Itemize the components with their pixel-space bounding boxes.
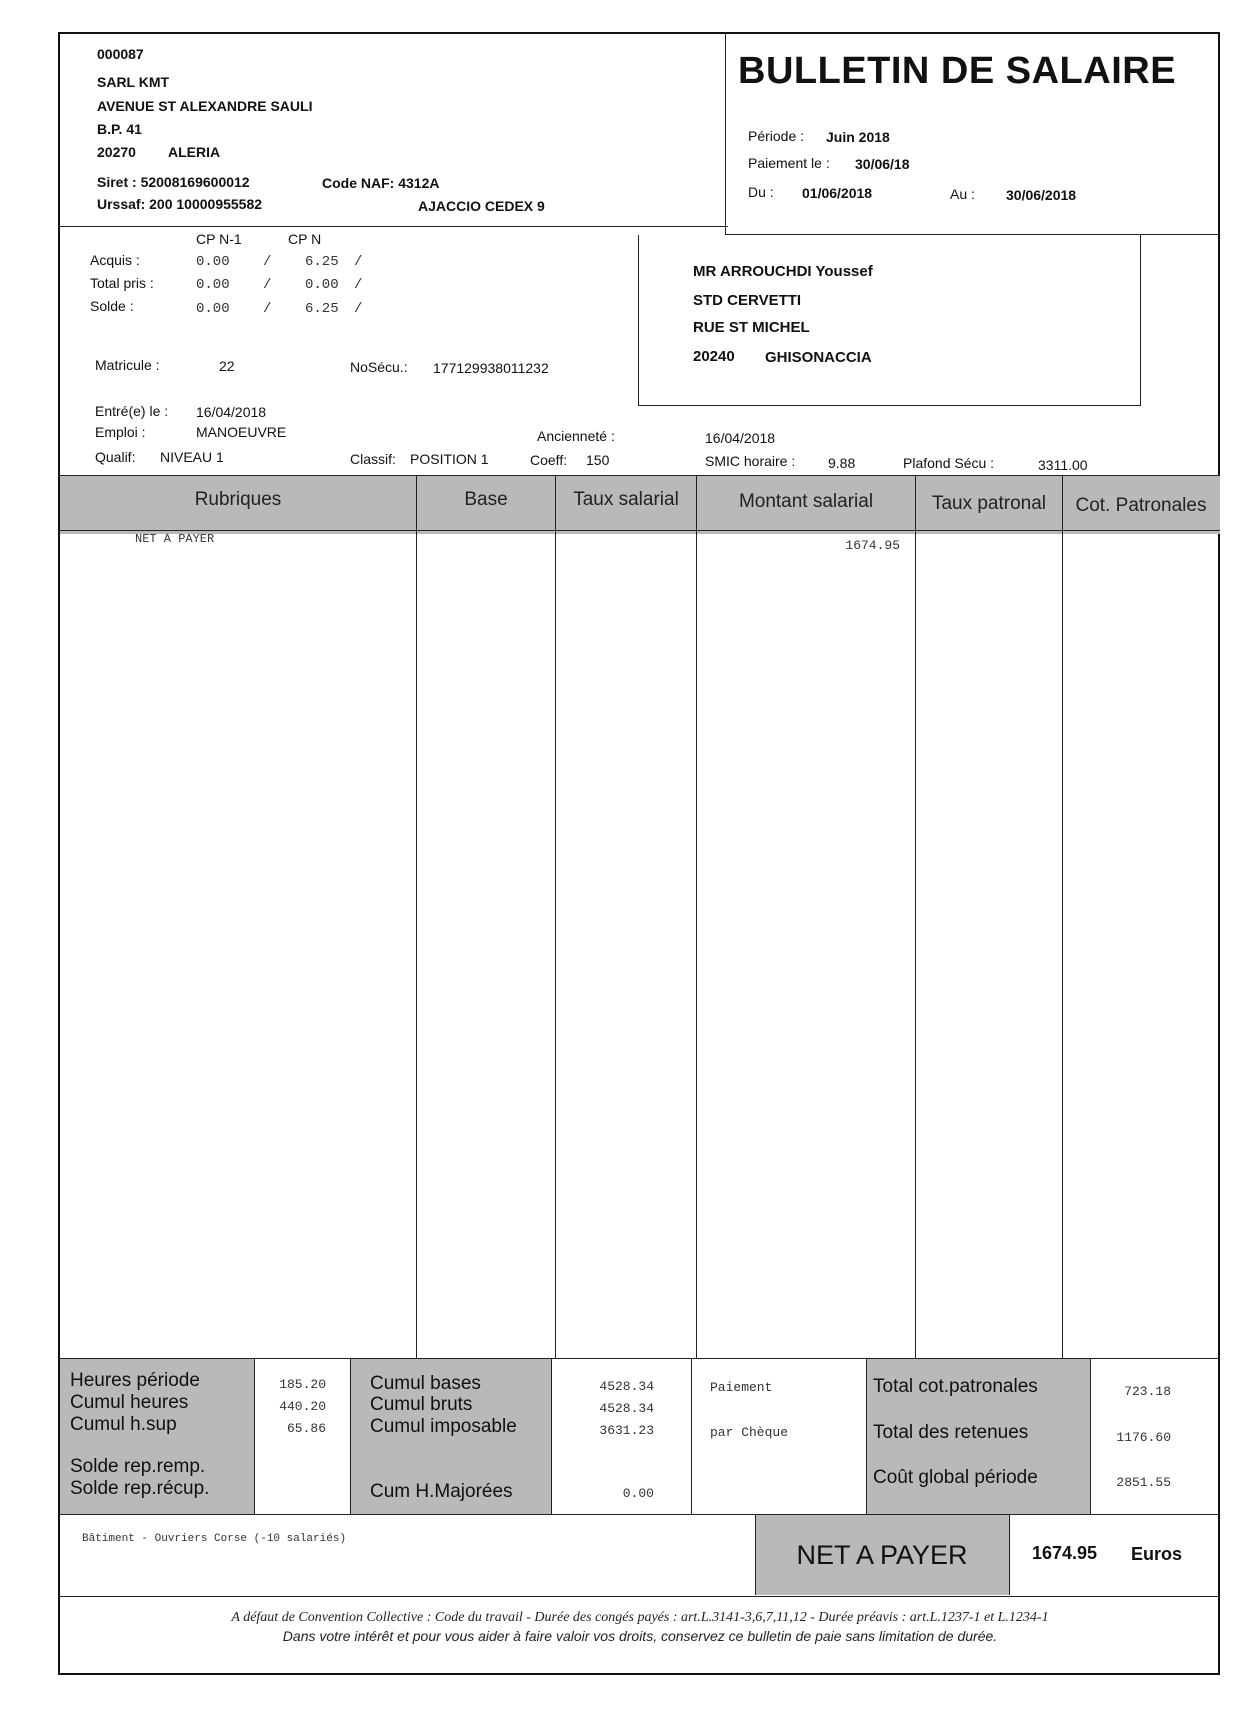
cumul-bases-value: 4528.34 <box>599 1379 654 1394</box>
summary-divider <box>551 1359 552 1514</box>
au-label: Au : <box>950 186 975 202</box>
naf-value: 4312A <box>398 175 440 191</box>
smic-label: SMIC horaire : <box>705 453 796 469</box>
total-retenues-value: 1176.60 <box>1116 1430 1171 1445</box>
summary-divider <box>1090 1359 1091 1514</box>
column-divider <box>1062 476 1063 1359</box>
convention-collective: Bâtiment - Ouvriers Corse (-10 salariés) <box>82 1533 347 1545</box>
cp-n-header: CP N <box>288 231 322 247</box>
emploi-label: Emploi : <box>95 424 146 440</box>
smic-value: 9.88 <box>828 455 856 471</box>
matricule-value: 22 <box>219 358 235 374</box>
cp-n1-value: 0.00 <box>196 277 230 293</box>
naf-field <box>322 175 439 191</box>
employee-address2: RUE ST MICHEL <box>693 319 810 336</box>
total-retenues-label: Total des retenues <box>873 1422 1029 1443</box>
paiement-label: Paiement le : <box>748 155 830 171</box>
column-header-cot-patronales: Cot. Patronales <box>1075 495 1207 516</box>
employer-address1: AVENUE ST ALEXANDRE SAULI <box>97 98 313 114</box>
cumul-heures-value: 440.20 <box>279 1399 326 1414</box>
cp-row-label: Acquis : <box>90 252 140 268</box>
cp-sep: / <box>354 254 363 270</box>
cp-sep: / <box>263 301 272 317</box>
classif-value: POSITION 1 <box>410 451 489 467</box>
row-montant-salarial: 1674.95 <box>845 538 900 553</box>
cumul-bases-label: Cumul bases <box>370 1373 481 1394</box>
net-a-payer-value: 1674.95 <box>1032 1543 1098 1563</box>
qualif-label: Qualif: <box>95 449 136 465</box>
cp-row-label: Total pris : <box>90 275 154 291</box>
cp-sep: / <box>263 254 272 270</box>
employer-postcode: 20270 <box>97 144 136 160</box>
heures-periode-value: 185.20 <box>279 1377 326 1392</box>
summary-divider <box>866 1359 867 1514</box>
employer-address2: B.P. 41 <box>97 121 142 137</box>
net-divider <box>1009 1515 1010 1595</box>
cumul-heures-label: Cumul heures <box>70 1392 189 1413</box>
cout-global-label: Coût global période <box>873 1467 1038 1488</box>
cp-n1-header: CP N-1 <box>196 231 242 247</box>
footer-top-border <box>58 1596 1220 1597</box>
plafond-value: 3311.00 <box>1038 457 1088 473</box>
header-bottom-left <box>58 226 728 227</box>
cumul-imposable-value: 3631.23 <box>599 1423 654 1438</box>
urssaf-field <box>97 196 262 212</box>
plafond-label: Plafond Sécu : <box>903 455 995 471</box>
au-value: 30/06/2018 <box>1006 187 1077 203</box>
entree-label: Entré(e) le : <box>95 403 169 419</box>
qualif-value: NIVEAU 1 <box>160 449 224 465</box>
periode-label: Période : <box>748 128 805 144</box>
nosecu-label: NoSécu.: <box>350 359 408 375</box>
net-a-payer-label: NET A PAYER <box>796 1539 968 1570</box>
paiement-value: 30/06/18 <box>855 156 910 172</box>
matricule-label: Matricule : <box>95 357 160 373</box>
entree-value: 16/04/2018 <box>196 404 267 420</box>
column-header-montant-salarial: Montant salarial <box>738 491 874 512</box>
summary-divider <box>254 1359 255 1514</box>
du-value: 01/06/2018 <box>802 185 873 201</box>
total-cot-patronales-value: 723.18 <box>1124 1384 1171 1399</box>
currency-label: Euros <box>1131 1544 1183 1564</box>
siret-label: Siret : <box>97 174 137 190</box>
coeff-value: 150 <box>586 452 610 468</box>
solde-rep-recup-label: Solde rep.récup. <box>70 1478 210 1499</box>
du-label: Du : <box>748 184 774 200</box>
summary-divider <box>691 1359 692 1514</box>
column-header-base: Base <box>464 489 508 510</box>
urssaf-label: Urssaf: <box>97 196 146 212</box>
column-divider <box>416 476 417 1359</box>
employer-code: 000087 <box>97 46 144 62</box>
employer-city: ALERIA <box>168 144 221 160</box>
document-title: BULLETIN DE SALAIRE <box>738 50 1177 92</box>
cumul-hsup-label: Cumul h.sup <box>70 1414 177 1435</box>
cp-sep: / <box>354 277 363 293</box>
cumul-bruts-label: Cumul bruts <box>370 1394 473 1415</box>
urssaf-city: AJACCIO CEDEX 9 <box>418 198 545 214</box>
column-divider <box>696 476 697 1359</box>
header-divider <box>725 32 726 234</box>
legal-notice-conservation: Dans votre intérêt et pour vous aider à faire valoir vos droits, conservez ce bulletin de paie sans limitation de durée. <box>282 1628 998 1644</box>
cum-hmajorees-value: 0.00 <box>622 1486 654 1501</box>
siret-value: 52008169600012 <box>140 174 250 190</box>
cp-n-value: 0.00 <box>305 277 339 293</box>
cp-sep: / <box>354 301 363 317</box>
cumul-hsup-value: 65.86 <box>286 1421 326 1436</box>
cp-sep: / <box>263 277 272 293</box>
cum-hmajorees-label: Cum H.Majorées <box>370 1481 513 1502</box>
urssaf-value: 200 10000955582 <box>149 196 263 212</box>
employee-postcode: 20240 <box>693 348 735 365</box>
siret-field <box>97 174 250 190</box>
legal-notice-convention: A défaut de Convention Collective : Code du travail - Durée des congés payés : art.L.3141-3,6,7,11,12 - Durée préavis : art.L.1237-1 et L.1234-1 <box>231 1610 1049 1625</box>
anciennete-value: 16/04/2018 <box>705 430 776 446</box>
column-divider <box>915 476 916 1359</box>
classif-label: Classif: <box>350 451 396 467</box>
cp-n-value: 6.25 <box>305 301 339 317</box>
column-header-taux-salarial: Taux salarial <box>573 489 679 510</box>
employee-address1: STD CERVETTI <box>693 292 802 309</box>
row-rubrique: NET A PAYER <box>135 532 215 546</box>
cp-row-label: Solde : <box>90 298 134 314</box>
column-divider <box>555 476 556 1359</box>
table-header-bottom <box>58 530 1220 531</box>
table-top-border <box>58 475 1220 476</box>
solde-rep-remp-label: Solde rep.remp. <box>70 1456 206 1477</box>
cp-n1-value: 0.00 <box>196 301 230 317</box>
periode-value: Juin 2018 <box>826 129 890 145</box>
payment-method-line2: par Chèque <box>710 1425 789 1440</box>
anciennete-label: Ancienneté : <box>537 428 615 444</box>
payment-method-line1: Paiement <box>710 1380 773 1395</box>
naf-label: Code NAF: <box>322 175 395 191</box>
total-cot-patronales-label: Total cot.patronales <box>873 1376 1038 1397</box>
cumul-imposable-label: Cumul imposable <box>370 1416 517 1437</box>
emploi-value: MANOEUVRE <box>196 424 287 440</box>
cp-n-value: 6.25 <box>305 254 339 270</box>
employer-name: SARL KMT <box>97 74 170 90</box>
employee-name: MR ARROUCHDI Youssef <box>693 263 873 280</box>
cumul-bruts-value: 4528.34 <box>599 1401 654 1416</box>
nosecu-value: 177129938011232 <box>433 360 549 376</box>
coeff-label: Coeff: <box>530 452 568 468</box>
column-header-rubriques: Rubriques <box>194 489 282 510</box>
employee-city: GHISONACCIA <box>765 349 872 366</box>
cout-global-value: 2851.55 <box>1116 1475 1171 1490</box>
heures-periode-label: Heures période <box>70 1370 200 1391</box>
column-header-taux-patronal: Taux patronal <box>931 493 1047 514</box>
summary-bottom-border <box>58 1514 1220 1515</box>
cp-n1-value: 0.00 <box>196 254 230 270</box>
